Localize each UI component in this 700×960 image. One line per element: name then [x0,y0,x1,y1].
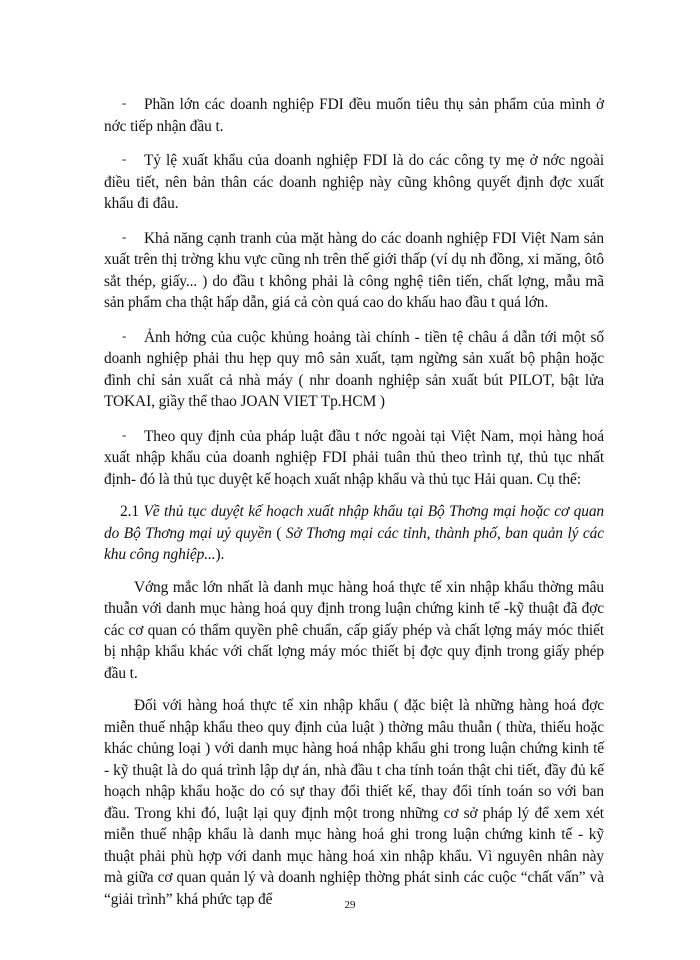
section-paren-close: ). [215,546,225,563]
paragraph-text: Phần lớn các doanh nghiệp FDI đều muốn tiêu thụ sản phẩm của mình ở nớc tiếp nhận đầu t. [104,96,604,135]
paragraph-text: Đối với hàng hoá thực tế xin nhập khẩu ( đặc biệt là những hàng hoá đợc miễn thuế nhập khẩu theo quy định của luật ) thờng mâu thuẫn ( thừa, thiếu hoặc khác chủng loại ) với danh mục hàng hoá nhập khẩu ghi trong luận chứng kinh tế - kỹ thuật là do quá trình lập dự án, nhà đầu t cha tính toán thật chi tiết, đầy đủ kế hoạch nhập khẩu hoặc do có sự thay đổi thiết kế, thay đổi tính toán so với ban đầu. Trong khi đó, luật lại quy định một trong những cơ sở pháp lý để xem xét miễn thuế nhập khẩu là danh mục hàng hoá ghi trong luận chứng kinh tế - kỹ thuật phải phù hợp với danh mục hàng hoá xin nhập khẩu. Vì nguyên nhân này mà giữa cơ quan quản lý và doanh nghiệp thờng phát sinh các cuộc “chất vấn” và “giải trình” khá phức tạp để [104,697,604,908]
paragraph-text: Tỷ lệ xuất khẩu của doanh nghiệp FDI là do các công ty mẹ ở nớc ngoài điều tiết, nên bản thân các doanh nghiệp này cũng không quyết định đợc xuất khẩu đi đâu. [104,152,604,212]
section-heading-2-1 [104,501,604,566]
bullet-mark: - [122,327,127,343]
bullet-mark: - [122,228,127,244]
paragraph-7 [104,577,604,685]
section-number: 2.1 [120,503,139,520]
paragraph-text: Ảnh hởng của cuộc khủng hoảng tài chính - tiền tệ châu á dẫn tới một số doanh nghiệp phải thu hẹp quy mô sản xuất, tạm ngừng sản xuất bộ phận hoặc đình chỉ sản xuất cả nhà máy ( nhr doanh nghiệp sản xuất bút PILOT, bật lửa TOKAI, giầy thể thao JOAN VIET Tp.HCM ) [104,328,604,410]
paragraph-text: Vớng mắc lớn nhất là danh mục hàng hoá thực tế xin nhập khẩu thờng mâu thuẫn với danh mục hàng hoá quy định trong luận chứng kinh tế -kỹ thuật đã đợc các cơ quan có thẩm quyền phê chuẩn, cấp giấy phép và chất lợng máy móc thiết bị nhập khẩu khác với chất lợng máy móc thiết bị đợc quy định trong giấy phép đầu t. [104,578,604,682]
paragraph-3 [104,226,604,314]
bullet-mark: - [122,426,127,442]
section-paren-open: ( [271,524,286,542]
section-title-tail: Sở Thơng mại các tỉnh, thành phố, ban quản lý các khu công nghiệp... [104,524,604,563]
paragraph-2 [104,148,604,215]
bullet-mark: - [122,151,127,166]
bullet-mark: - [122,95,127,110]
paragraph-text: Theo quy định của pháp luật đầu t nớc ngoài tại Việt Nam, mọi hàng hoá xuất nhập khẩu của doanh nghiệp FDI phải tuân thủ theo trình tự, thủ tục nhất định- đó là thủ tục duyệt kế hoạch xuất nhập khẩu và thủ tục Hải quan. Cụ thể: [104,427,604,488]
paragraph-4 [104,325,604,413]
paragraph-8 [104,695,604,910]
paragraph-1 [104,92,604,137]
paragraph-text: Khả năng cạnh tranh của mặt hàng do các doanh nghiệp FDI Việt Nam sản xuất trên thị trờng khu vực cũng nh trên thế giới thấp (ví dụ nh đồng, xi măng, ôtô sắt thép, giấy... ) do đầu t không phải là công nghệ tiên tiến, chất lợng, mẫu mã sản phẩm cha thật hấp dẫn, giá cả còn quá cao do khấu hao đầu t quá lớn. [104,229,604,311]
paragraph-5 [104,424,604,491]
section-title: Về thủ tục duyệt kế hoạch xuất nhập khẩu tại Bộ Thơng mại hoặc cơ quan do Bộ Thơng mại uỷ quyền [104,503,605,542]
page-number: 29 [344,899,356,911]
document-body [104,92,604,921]
